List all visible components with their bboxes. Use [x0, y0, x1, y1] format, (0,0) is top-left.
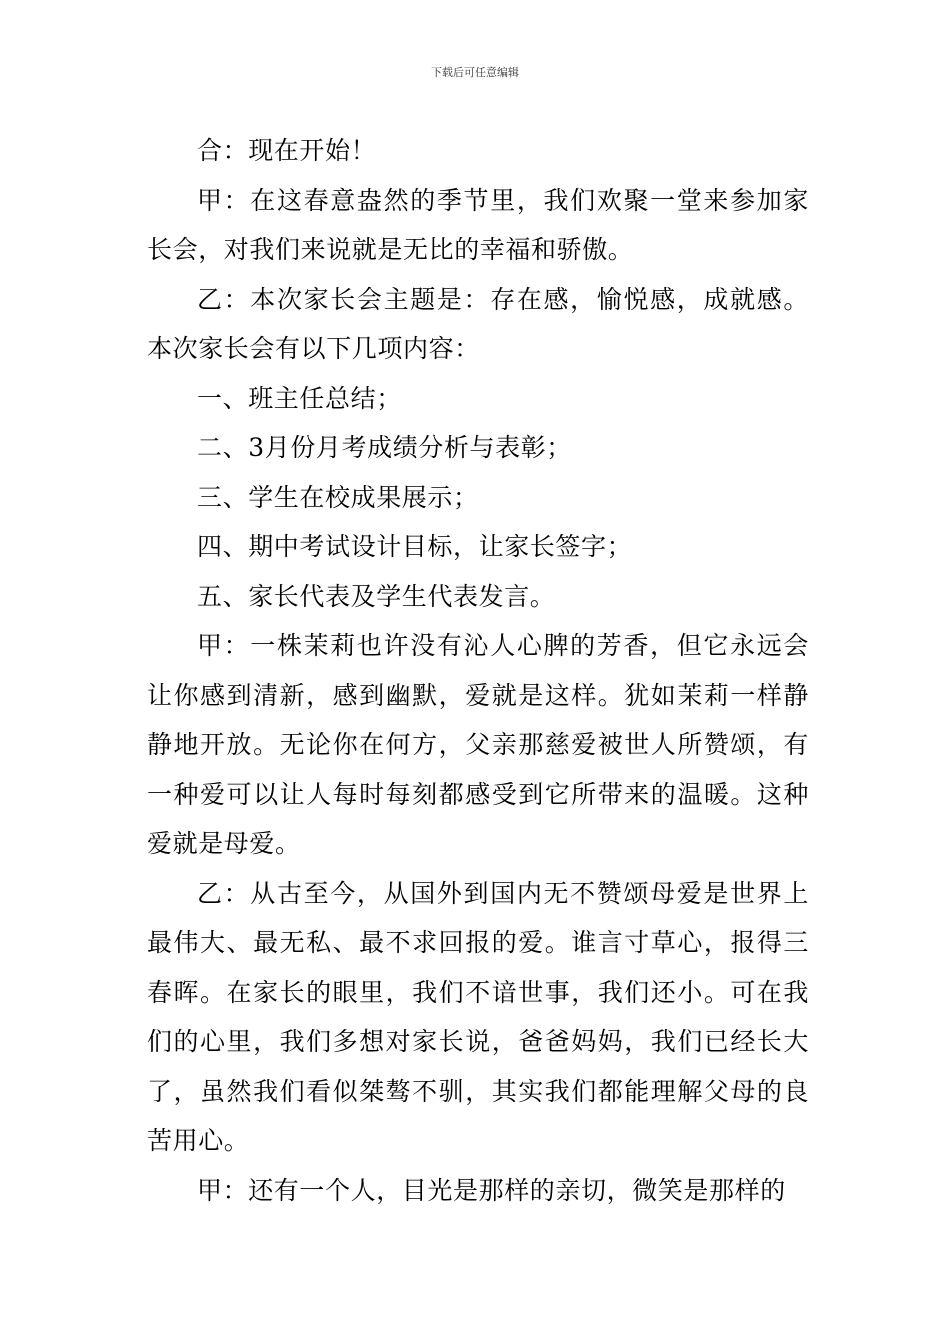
- paragraph-yi-2: 乙：从古至今，从国外到国内无不赞颂母爱是世界上最伟大、最无私、最不求回报的爱。谁言寸草心，报得三春晖。在家长的眼里，我们不谙世事，我们还小。可在我们的心里，我们多想对家长说，爸爸妈妈，我们已经长大了，虽然我们看似桀骜不驯，其实我们都能理解父母的良苦用心。: [147, 878, 809, 1155]
- paragraph-jia-1: 甲：在这春意盎然的季节里，我们欢聚一堂来参加家长会，对我们来说就是无比的幸福和骄傲。: [147, 185, 809, 264]
- paragraph-opening: 合：现在开始！: [197, 136, 377, 165]
- agenda-item-4: 四、期中考试设计目标，让家长签字；: [197, 532, 633, 561]
- agenda-item-1: 一、班主任总结；: [197, 383, 402, 413]
- agenda-item-2: 二、3月份月考成绩分析与表彰；: [197, 433, 572, 462]
- paragraph-jia-2: 甲：一株茉莉也许没有沁人心脾的芳香，但它永远会让你感到清新，感到幽默，爱就是这样。犹如茉莉一样静静地开放。无论你在何方，父亲那慈爱被世人所赞颂，有一种爱可以让人每时每刻都感受到它所带来的温暖。这种爱就是母爱。: [147, 631, 809, 858]
- agenda-item-3: 三、学生在校成果展示；: [197, 482, 479, 512]
- page-header: 下载后可任意编辑: [431, 66, 519, 79]
- agenda-item-5: 五、家长代表及学生代表发言。: [197, 581, 556, 611]
- document-body: [147, 126, 809, 1215]
- paragraph-yi-1: 乙：本次家长会主题是：存在感，愉悦感，成就感。本次家长会有以下几项内容：: [147, 284, 809, 363]
- paragraph-jia-3: 甲：还有一个人，目光是那样的亲切，微笑是那样的: [197, 1175, 786, 1205]
